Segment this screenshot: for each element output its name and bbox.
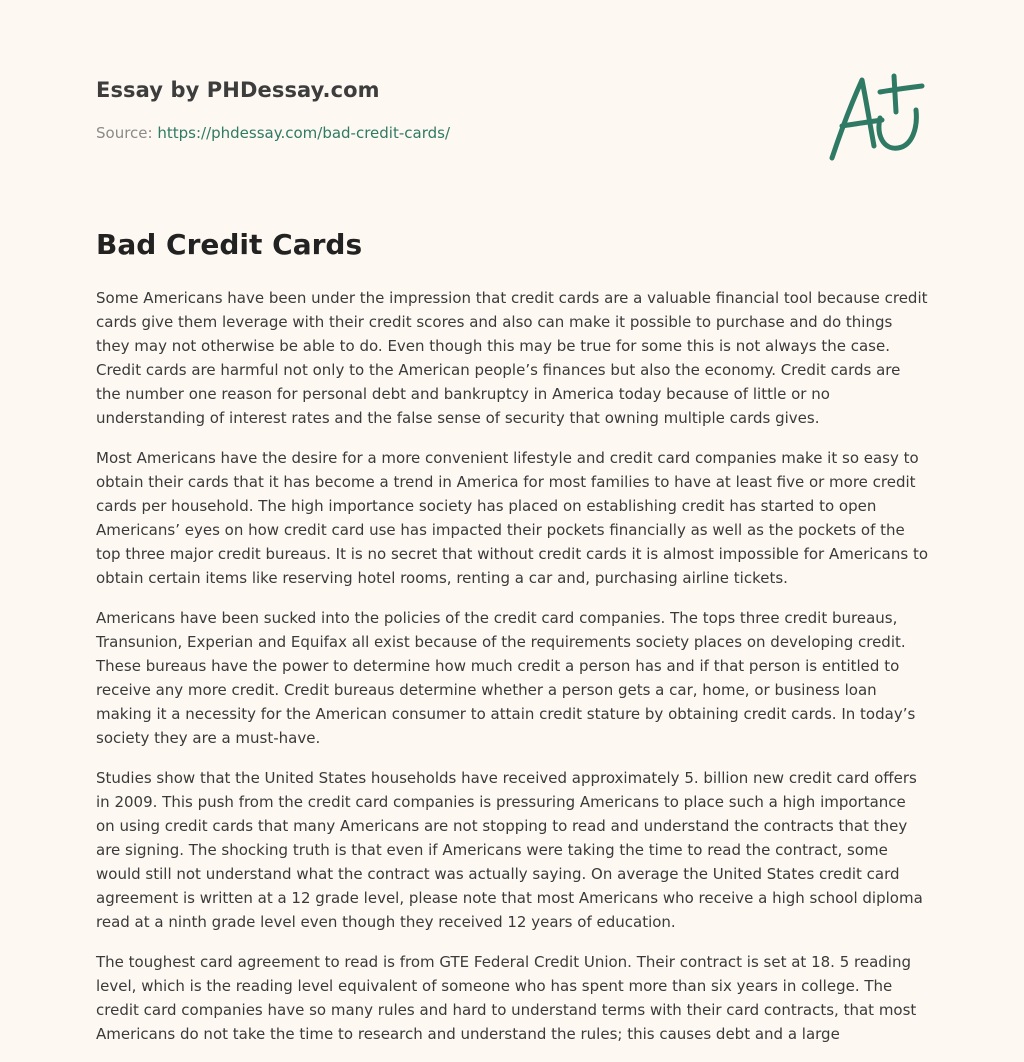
source-link[interactable]: https://phdessay.com/bad-credit-cards/ bbox=[157, 124, 450, 142]
essay-paragraph: Some Americans have been under the impression that credit cards are a valuable financial tool because credit cards give them leverage with their credit scores and also can make it possible to purchase and do things they may not otherwise be able to do. Even though this may be true for some this is not always the case. Credit cards are harmful not only to the American people’s finances but also the economy. Credit cards are the number one reason for personal debt and bankruptcy in America today because of little or no understanding of interest rates and the false sense of security that owning multiple cards gives. bbox=[96, 289, 928, 427]
a-plus-logo-icon bbox=[824, 66, 928, 166]
essay-paragraph: The toughest card agreement to read is from GTE Federal Credit Union. Their contract is set at 18. 5 reading level, which is the reading level equivalent of someone who has spent more than six years in college. The credit card companies have so many rules and hard to understand terms with their card contracts, that most Americans do not take the time to research and understand the rules; this causes debt and a large bbox=[96, 953, 917, 1043]
essay-paragraph: Most Americans have the desire for a more convenient lifestyle and credit card companies make it so easy to obtain their cards that it has become a trend in America for most families to have at least five or more credit cards per household. The high importance society has placed on establishing credit has started to open Americans’ eyes on how credit card use has impacted their pockets financially as well as the pockets of the top three major credit bureaus. It is no secret that without credit cards it is almost impossible for Americans to obtain certain items like reserving hotel rooms, renting a car and, purchasing airline tickets. bbox=[96, 449, 929, 587]
essay-paragraph: Studies show that the United States households have received approximately 5. billion new credit card offers in 2009. This push from the credit card companies is pressuring Americans to place such a high importance on using credit cards that many Americans are not stopping to read and understand the contracts that they are signing. The shocking truth is that even if Americans were taking the time to read the contract, some would still not understand what the contract was actually saying. On average the United States credit card agreement is written at a 12 grade level, please note that most Americans who receive a high school diploma read at a ninth grade level even though they received 12 years of education. bbox=[96, 769, 923, 931]
essay-header bbox=[96, 0, 928, 200]
source-label: Source: bbox=[96, 124, 153, 142]
source-line bbox=[96, 124, 450, 142]
essay-body bbox=[96, 286, 928, 1062]
essay-page bbox=[96, 0, 928, 1060]
essay-title: Bad Credit Cards bbox=[96, 228, 363, 261]
brand-title: Essay by PHDessay.com bbox=[96, 78, 380, 102]
essay-paragraph: Americans have been sucked into the policies of the credit card companies. The tops three credit bureaus, Transunion, Experian and Equifax all exist because of the requirements society places on developing credit. These bureaus have the power to determine how much credit a person has and if that person is entitled to receive any more credit. Credit bureaus determine whether a person gets a car, home, or business loan making it a necessity for the American consumer to attain credit stature by obtaining credit cards. In today’s society they are a must-have. bbox=[96, 609, 916, 747]
